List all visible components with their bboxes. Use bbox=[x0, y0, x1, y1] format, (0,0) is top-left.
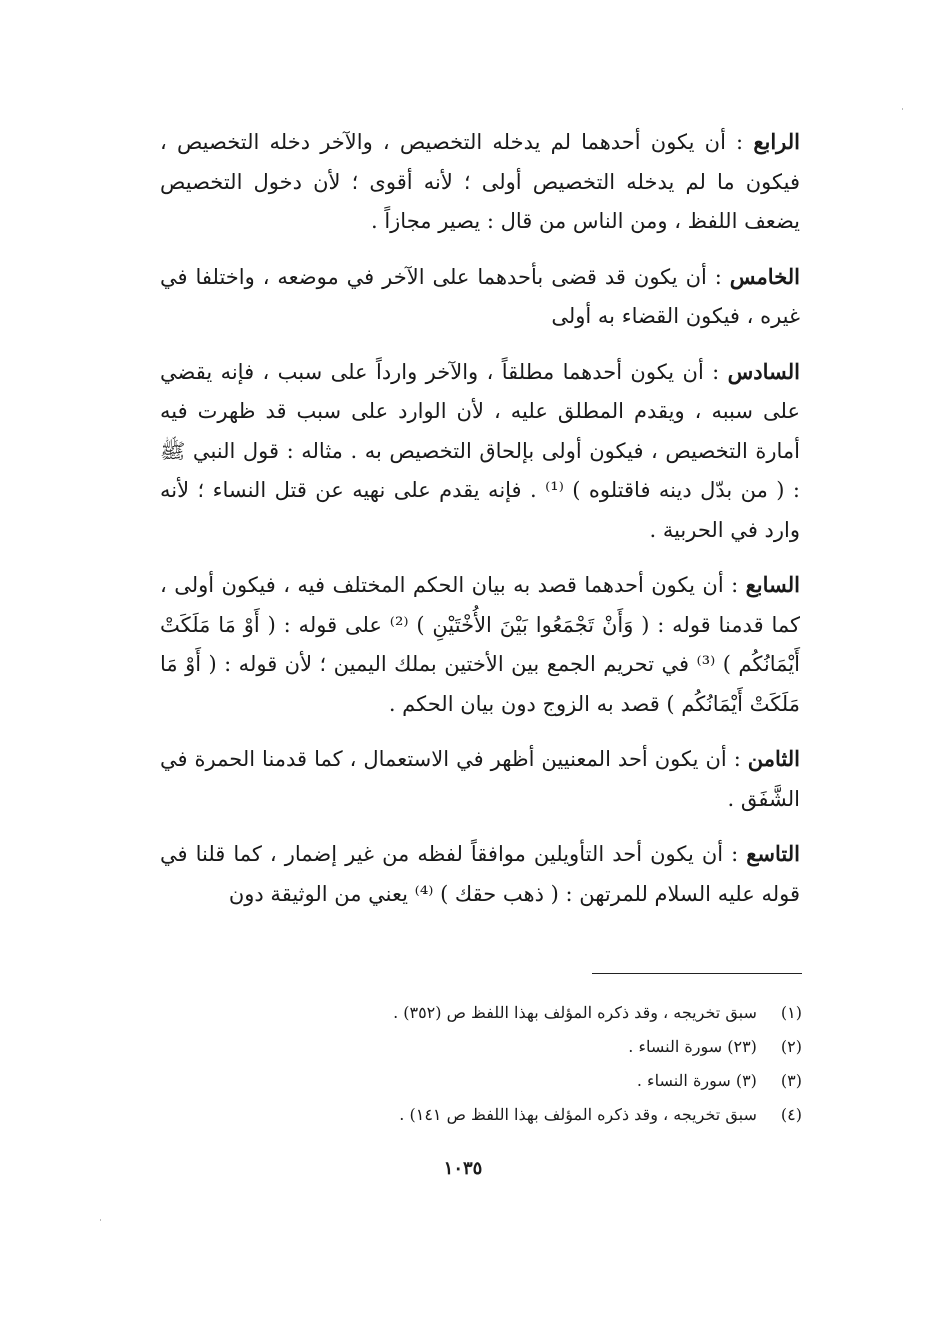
paragraph-sixth bbox=[160, 352, 800, 551]
footnote-number: (٤) bbox=[780, 1105, 802, 1124]
paragraph-heading: الثامن bbox=[747, 746, 800, 771]
footnote-text: (٣) سورة النساء . bbox=[636, 1071, 757, 1090]
scan-speck bbox=[100, 1219, 101, 1221]
paragraph-ninth bbox=[160, 834, 800, 914]
main-text bbox=[160, 122, 800, 929]
footnote-item bbox=[300, 996, 802, 1030]
footnote-number: (٢) bbox=[780, 1037, 802, 1056]
footnote-separator bbox=[592, 973, 802, 974]
footnotes bbox=[300, 996, 802, 1132]
paragraph-heading: السابع bbox=[745, 572, 800, 597]
footnote-item bbox=[300, 1030, 802, 1064]
paragraph-heading: السادس bbox=[727, 358, 800, 384]
paragraph-fourth bbox=[160, 122, 800, 242]
paragraph-seventh bbox=[160, 565, 800, 724]
paragraph-body: : أن يكون قد قضى بأحدهما على الآخر في موضعه ، واختلفا في غيره ، فيكون القضاء به أولى bbox=[160, 264, 800, 328]
paragraph-body: : أن يكون أحدهما لم يدخله التخصيص ، والآخر دخله التخصيص ، فيكون ما لم يدخله التخصيص أولى ؛ لأنه أقوى ؛ لأن دخول التخصيص يضعف اللفظ ، ومن الناس من قال : يصير مجازاً . bbox=[160, 130, 800, 233]
paragraph-body: : أن يكون أحد المعنيين أظهر في الاستعمال ، كما قدمنا الحمرة في الشَّفَق . bbox=[160, 747, 800, 811]
footnote-text: سبق تخريجه ، وقد ذكره المؤلف بهذا اللفظ ص (٣٥٢) . bbox=[393, 1003, 757, 1022]
paragraph-heading: الرابع bbox=[753, 129, 800, 154]
paragraph-body: : أن يكون أحد التأويلين موافقاً لفظه من غير إضمار ، كما قلنا في قوله عليه السلام للمرتهن : ( ذهب حقك ) ⁽⁴⁾ يعني من الوثيقة دون bbox=[160, 842, 800, 906]
paragraph-body: : أن يكون أحدهما مطلقاً ، والآخر وارداً على سبب ، فإنه يقضي على سببه ، ويقدم المطلق عليه ، لأن الوارد على سبب قد ظهرت فيه أمارة التخصيص ، فيكون أولى بإلحاق التخصيص به . مثاله : قول النبي ﷺ : ( من بدّل دينه فاقتلوه ) ⁽¹⁾ . فإنه يقدم على نهيه عن قتل النساء ؛ لأنه وارد في الحربية . bbox=[160, 359, 800, 542]
footnote-number: (٣) bbox=[780, 1071, 802, 1090]
footnote-item bbox=[300, 1064, 802, 1098]
footnote-item bbox=[300, 1098, 802, 1132]
paragraph-fifth bbox=[160, 257, 800, 337]
scan-speck bbox=[902, 108, 903, 110]
footnote-number: (١) bbox=[780, 1003, 802, 1022]
footnote-text: (٢٣) سورة النساء . bbox=[628, 1037, 757, 1056]
paragraph-heading: التاسع bbox=[746, 841, 800, 866]
paragraph-eighth bbox=[160, 739, 800, 819]
paragraph-heading: الخامس bbox=[729, 263, 800, 289]
page-number: ١٠٣٥ bbox=[443, 1158, 483, 1179]
footnote-text: سبق تخريجه ، وقد ذكره المؤلف بهذا اللفظ ص ١٤١) . bbox=[399, 1105, 757, 1124]
paragraph-body: : أن يكون أحدهما قصد به بيان الحكم المختلف فيه ، فيكون أولى ، كما قدمنا قوله : ( وَأَنْ تَجْمَعُوا بَيْنَ الأُخْتَيْنِ ) ⁽²⁾ على قوله : ( أَوْ مَا مَلَكَتْ أَيْمَانُكُم ) ⁽³⁾ في تحريم الجمع بين الأختين بملك اليمين ؛ لأن قوله : ( أَوْ مَا مَلَكَتْ أَيْمَانُكُم ) قصد به الزوج دون بيان الحكم . bbox=[160, 573, 800, 716]
